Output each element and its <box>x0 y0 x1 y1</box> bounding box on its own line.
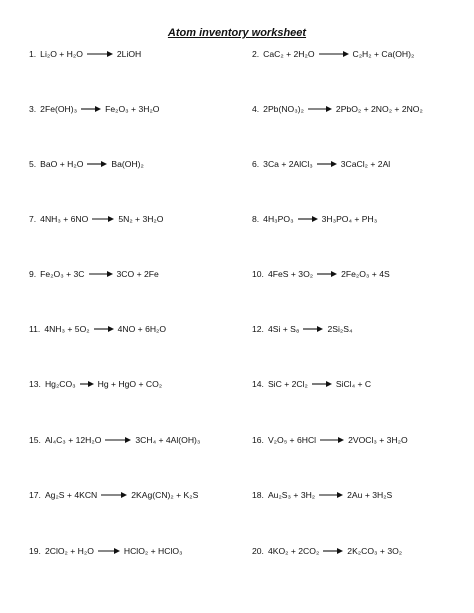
equation-reactants: V₂O₅ + 6HCl <box>267 435 317 445</box>
reaction-arrow-icon <box>312 380 332 388</box>
equation-products: 2PbO₂ + 2NO₂ + 2NO₂ <box>335 104 423 114</box>
equation-number: 16. <box>252 435 264 445</box>
equation-reactants: 2ClO₂ + H₂O <box>44 546 94 556</box>
equation-number: 12. <box>252 324 264 334</box>
reaction-arrow-icon <box>87 50 113 58</box>
equation-reactants: BaO + H₂O <box>40 159 84 169</box>
equation-products: Hg + HgO + CO₂ <box>97 379 163 389</box>
reaction-arrow-icon <box>298 215 318 223</box>
equation-products: Ba(OH)₂ <box>111 159 144 169</box>
equation-products: Fe₂O₃ + 3H₂O <box>105 104 160 114</box>
equation-item <box>252 269 390 279</box>
equation-reactants: CaC₂ + 2H₂O <box>263 49 315 59</box>
equation-item <box>252 490 392 500</box>
equation-item <box>29 490 198 500</box>
reaction-arrow-icon <box>101 491 127 499</box>
equation-reactants: 2Pb(NO₃)₂ <box>263 104 304 114</box>
equation-item <box>29 159 144 169</box>
equation-number: 5. <box>29 159 37 169</box>
equation-number: 4. <box>252 104 260 114</box>
equation-products: 2Au + 3H₂S <box>347 490 393 500</box>
equation-number: 11. <box>29 324 41 334</box>
equation-number: 10. <box>252 269 264 279</box>
reaction-arrow-icon <box>317 160 337 168</box>
reaction-arrow-icon <box>80 380 94 388</box>
equation-item <box>29 546 183 556</box>
reaction-arrow-icon <box>89 270 113 278</box>
reaction-arrow-icon <box>319 491 343 499</box>
reaction-arrow-icon <box>303 325 323 333</box>
equation-item <box>252 435 408 445</box>
equation-number: 2. <box>252 49 260 59</box>
reaction-arrow-icon <box>98 547 120 555</box>
equation-reactants: Ag₂S + 4KCN <box>44 490 98 500</box>
equation-number: 20. <box>252 546 264 556</box>
equation-number: 15. <box>29 435 41 445</box>
reaction-arrow-icon <box>317 270 337 278</box>
reaction-arrow-icon <box>81 105 101 113</box>
equation-item <box>29 104 159 114</box>
equation-number: 3. <box>29 104 37 114</box>
equation-item <box>252 49 414 59</box>
equation-products: 3CO + 2Fe <box>116 269 159 279</box>
equation-number: 18. <box>252 490 264 500</box>
equation-item <box>29 379 162 389</box>
equation-reactants: SiC + 2Cl₂ <box>267 379 308 389</box>
equation-products: 2KAg(CN)₂ + K₂S <box>131 490 199 500</box>
equation-item <box>252 324 352 334</box>
equation-item <box>252 104 423 114</box>
equation-products: 2Si₂S₄ <box>327 324 353 334</box>
equation-item <box>252 159 390 169</box>
equation-reactants: Fe₂O₃ + 3C <box>40 269 85 279</box>
equation-number: 1. <box>29 49 37 59</box>
equation-products: 5N₂ + 3H₂O <box>118 214 164 224</box>
equation-reactants: 4FeS + 3O₂ <box>267 269 314 279</box>
equation-reactants: 4NH₃ + 6NO <box>40 214 89 224</box>
equation-reactants: 2Fe(OH)₃ <box>40 104 78 114</box>
equation-products: 3CH₄ + 4Al(OH)₃ <box>135 435 201 445</box>
reaction-arrow-icon <box>87 160 107 168</box>
equation-reactants: 4Si + S₈ <box>267 324 300 334</box>
equation-item <box>252 379 371 389</box>
worksheet-title: Atom inventory worksheet <box>167 27 307 39</box>
equation-item <box>29 49 141 59</box>
equation-item <box>29 435 200 445</box>
equation-item <box>29 269 159 279</box>
reaction-arrow-icon <box>320 436 344 444</box>
equation-products: 2VOCl₃ + 3H₂O <box>348 435 408 445</box>
reaction-arrow-icon <box>94 325 114 333</box>
equation-number: 8. <box>252 214 260 224</box>
equation-number: 7. <box>29 214 37 224</box>
equation-reactants: Li₂O + H₂O <box>40 49 83 59</box>
equation-products: SiCl₄ + C <box>335 379 372 389</box>
equation-item <box>29 214 163 224</box>
equation-number: 13. <box>29 379 41 389</box>
equation-products: 2K₂CO₃ + 3O₂ <box>347 546 403 556</box>
equation-products: 3CaCl₂ + 2Al <box>340 159 391 169</box>
reaction-arrow-icon <box>308 105 332 113</box>
equation-products: 2Fe₂O₃ + 4S <box>341 269 390 279</box>
reaction-arrow-icon <box>319 50 349 58</box>
reaction-arrow-icon <box>323 547 343 555</box>
equation-number: 6. <box>252 159 260 169</box>
equation-products: 4NO + 6H₂O <box>117 324 167 334</box>
equation-number: 14. <box>252 379 264 389</box>
equation-reactants: 4H₃PO₃ <box>263 214 294 224</box>
equation-number: 17. <box>29 490 41 500</box>
equation-reactants: 3Ca + 2AlCl₃ <box>263 159 313 169</box>
equation-products: 3H₃PO₄ + PH₃ <box>321 214 378 224</box>
equation-number: 19. <box>29 546 41 556</box>
equation-number: 9. <box>29 269 37 279</box>
equation-products: HClO₂ + HClO₃ <box>123 546 183 556</box>
equation-products: 2LiOH <box>116 49 142 59</box>
equation-reactants: Hg₂CO₃ <box>44 379 76 389</box>
reaction-arrow-icon <box>92 215 114 223</box>
equation-reactants: Au₂S₃ + 3H₂ <box>267 490 316 500</box>
equation-reactants: Al₄C₃ + 12H₂O <box>44 435 102 445</box>
equation-item <box>252 546 402 556</box>
equation-item <box>29 324 166 334</box>
equation-reactants: 4KO₂ + 2CO₂ <box>267 546 320 556</box>
equation-item <box>252 214 377 224</box>
equation-products: C₂H₂ + Ca(OH)₂ <box>352 49 415 59</box>
equation-reactants: 4NH₃ + 5O₂ <box>44 324 90 334</box>
reaction-arrow-icon <box>105 436 131 444</box>
